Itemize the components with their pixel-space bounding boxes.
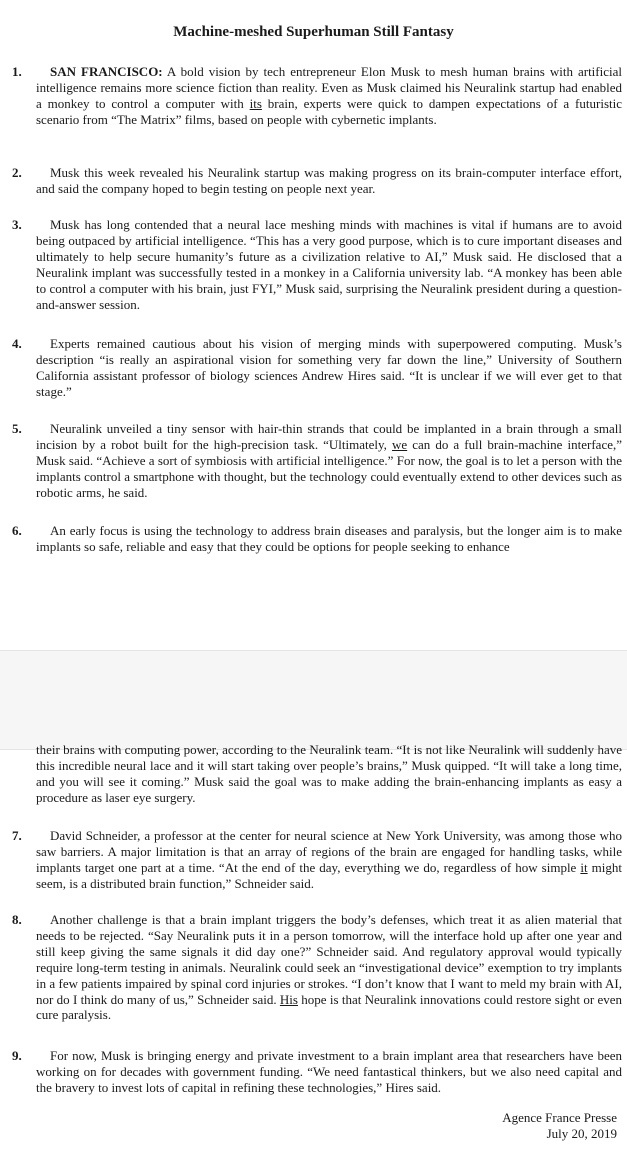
paragraph-number: 4. (12, 336, 22, 351)
paragraph-2: 2. Musk this week revealed his Neuralink startup was making progress on its brain-computer interface effort, and said the company hoped to begin testing on people next year. (12, 165, 622, 196)
paragraph-1: 1. SAN FRANCISCO: A bold vision by tech entrepreneur Elon Musk to mesh human brains with artificial intelligence remains more science fiction than reality. Even as Musk claimed his Neuralink startup had enabled a monkey to control a computer with its brain, experts were quick to dampen expectations of a futuristic scenario from “The Matrix” films, based on people with cybernetic implants. (12, 64, 622, 127)
paragraph-number: 5. (12, 421, 22, 436)
paragraph-number: 3. (12, 217, 22, 232)
paragraph-7: 7. David Schneider, a professor at the center for neural science at New York University, was among those who saw barriers. A major limitation is that an array of regions of the brain are engaged for handling tasks, while implants target one part at a time. “At the end of the day, everything we do, regardless of how simple it might seem, is a distributed brain function,” Schneider said. (12, 828, 623, 891)
dateline: SAN FRANCISCO: (50, 64, 163, 79)
paragraph-number: 1. (12, 64, 22, 79)
signature-source: Agence France Presse (502, 1110, 617, 1125)
signature (502, 1110, 617, 1142)
paragraph-number: 9. (12, 1048, 22, 1063)
signature-date: July 20, 2019 (546, 1126, 617, 1141)
paragraph-8: 8. Another challenge is that a brain implant triggers the body’s defenses, which treat it as alien material that needs to be rejected. “Say Neuralink puts it in a person tomorrow, will the interface hold up after one year and still keep giving the same signals it did day one?” Schneider said. And regulatory approval would typically require long-term testing in animals. Neuralink could seek an “investigational device” exemption to try implants in a few patients impaired by spinal cord injuries or strokes. “I don’t know that I want to meld my brain with AI, nor do I think do many of us,” Schneider said. His hope is that Neuralink innovations could restore sight or even cure paralysis. (12, 912, 623, 1023)
paragraph-4: 4. Experts remained cautious about his vision of merging minds with superpowered computing. Musk’s description “is really an aspirational vision for something very far down the line,” University of Southern California assistant professor of biology sciences Andrew Hires said. “It is unclear if we will ever get to that stage.” (12, 336, 622, 399)
paragraph-number: 2. (12, 165, 22, 180)
paragraph-9: 9. For now, Musk is bringing energy and private investment to a brain implant area that researchers have been working on for decades with government funding. “We need fantastical thinkers, but we also need capital and the bravery to invest lots of capital in refining these technologies,” Hires said. (12, 1048, 622, 1095)
paragraph-number: 7. (12, 828, 22, 843)
paragraph-3: 3. Musk has long contended that a neural lace meshing minds with machines is vital if humans are to avoid being outpaced by artificial intelligence. “This has a very good purpose, which is to cure important diseases and ultimately to help secure humanity’s future as a civilization relative to AI,” Musk said. He disclosed that a Neuralink implant was successfully tested in a monkey in a California university lab. “A monkey has been able to control a computer with his brain, just FYI,” Musk said, surprising the Neuralink president during a question-and-answer session. (12, 217, 622, 312)
page-break (0, 650, 627, 750)
paragraph-number: 6. (12, 523, 22, 538)
paragraph-6-continued: their brains with computing power, according to the Neuralink team. “It is not like Neuralink will suddenly have this incredible neural lace and it will start taking over people’s brains,” Musk quipped. “It will take a long time, and you will see it coming.” Musk said the goal was to make adding the brain-enhancing implants as easy a procedure as laser eye surgery. (36, 742, 622, 805)
paragraph-5: 5. Neuralink unveiled a tiny sensor with hair-thin strands that could be implanted in a brain through a small incision by a robot built for the high-precision task. “Ultimately, we can do a full brain-machine interface,” Musk said. “Achieve a sort of symbiosis with artificial intelligence.” For now, the goal is to let a person with the implants control a smartphone with thought, but the technology could eventually extend to other devices such as robotic arms, he said. (12, 421, 623, 500)
document-page-2 (0, 742, 627, 1160)
article-title: Machine-meshed Superhuman Still Fantasy (173, 24, 454, 40)
paragraph-number: 8. (12, 912, 22, 927)
paragraph-6: 6. An early focus is using the technology to address brain diseases and paralysis, but the longer aim is to make implants so safe, reliable and easy that they could be options for people seeking to enhance (12, 523, 622, 554)
